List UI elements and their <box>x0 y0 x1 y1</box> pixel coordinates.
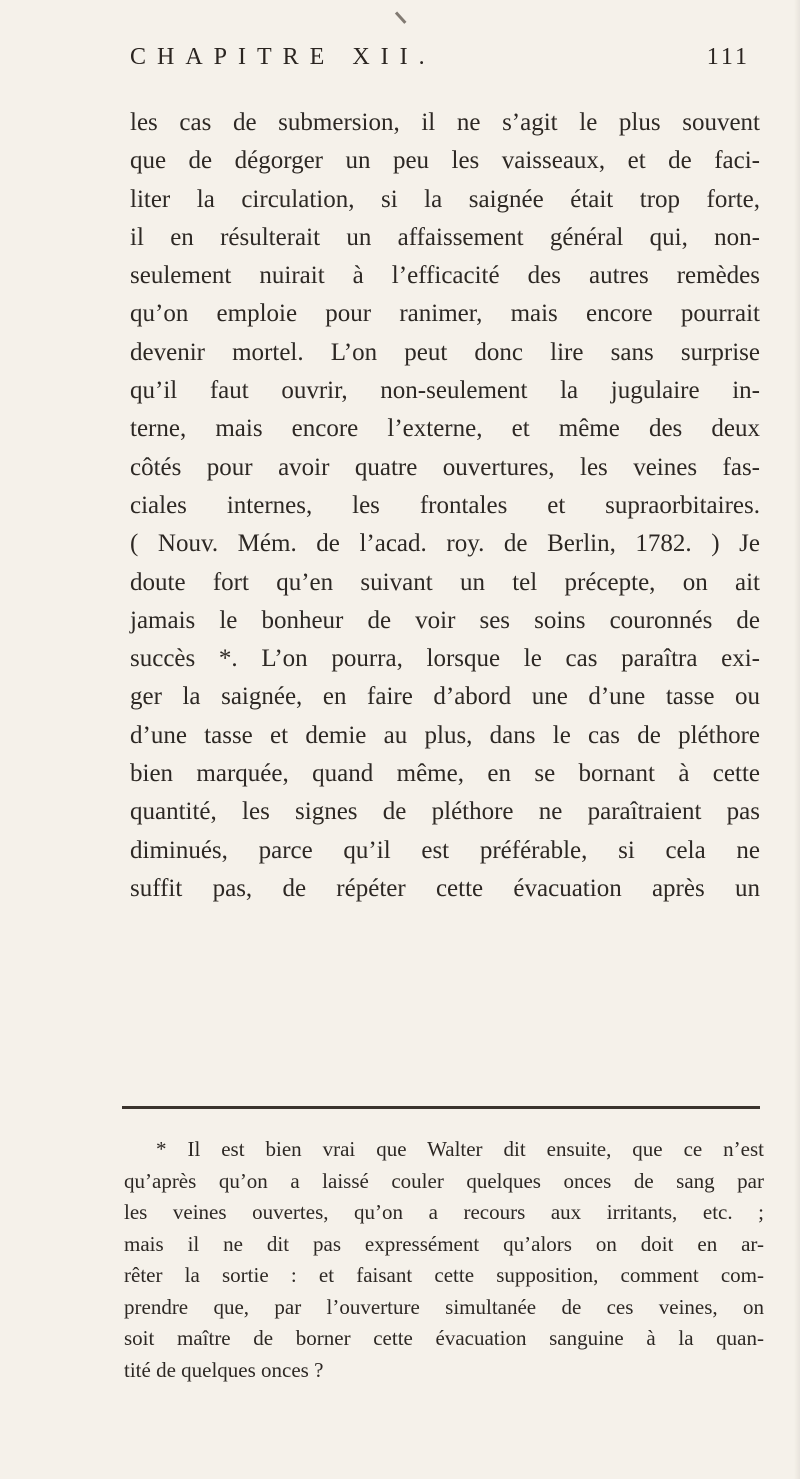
text-line: d’une tasse et demie au plus, dans le cas de pléthore <box>130 721 760 749</box>
footnote-line: rêter la sortie : et faisant cette supposition, comment com- <box>124 1263 764 1287</box>
footnote-line: * Il est bien vrai que Walter dit ensuite, que ce n’est <box>156 1137 764 1161</box>
footnote-line: soit maître de borner cette évacuation sanguine à la quan- <box>124 1326 764 1350</box>
text-line: côtés pour avoir quatre ouvertures, les veines fas- <box>130 453 760 481</box>
text-line: les cas de submersion, il ne s’agit le plus souvent <box>130 109 760 136</box>
main-text <box>130 104 760 908</box>
scan-edge-shadow <box>794 0 800 1479</box>
footnote-line: prendre que, par l’ouverture simultanée de ces veines, on <box>124 1294 764 1319</box>
page-number: 111 <box>706 44 750 70</box>
footnote <box>124 1134 764 1386</box>
text-line: quantité, les signes de pléthore ne paraîtraient pas <box>130 798 760 826</box>
running-header <box>130 44 750 84</box>
footnote-line-last: tité de quelques onces ? <box>124 1357 324 1382</box>
text-line: doute fort qu’en suivant un tel précepte, on ait <box>130 568 760 596</box>
text-line: qu’il faut ouvrir, non-seulement la jugulaire in- <box>130 377 760 405</box>
text-line: jamais le bonheur de voir ses soins couronnés de <box>130 606 760 634</box>
text-line: qu’on emploie pour ranimer, mais encore pourrait <box>130 300 760 328</box>
footnote-line: qu’après qu’on a laissé couler quelques onces de sang par <box>124 1168 764 1193</box>
stray-ink-mark <box>395 11 407 23</box>
footnote-line: les veines ouvertes, qu’on a recours aux irritants, etc. ; <box>124 1200 764 1224</box>
text-line: succès *. L’on pourra, lorsque le cas paraîtra exi- <box>130 645 760 673</box>
text-line: il en résulterait un affaissement général qui, non- <box>130 223 760 251</box>
text-line: diminués, parce qu’il est préférable, si cela ne <box>130 836 760 864</box>
text-line: que de dégorger un peu les vaisseaux, et de faci- <box>130 147 760 175</box>
text-line: seulement nuirait à l’efficacité des autres remèdes <box>130 262 760 290</box>
text-line: bien marquée, quand même, en se bornant à cette <box>130 760 760 788</box>
text-line: suffit pas, de répéter cette évacuation après un <box>130 874 760 902</box>
text-line: ( Nouv. Mém. de l’acad. roy. de Berlin, 1782. ) Je <box>130 530 760 558</box>
chapter-heading: CHAPITRE XII. <box>130 44 436 70</box>
text-line: ger la saignée, en faire d’abord une d’une tasse ou <box>130 683 760 711</box>
footnote-line: mais il ne dit pas expressément qu’alors on doit en ar- <box>124 1231 764 1256</box>
text-line: devenir mortel. L’on peut donc lire sans surprise <box>130 338 760 366</box>
text-line: terne, mais encore l’externe, et même des deux <box>130 415 760 443</box>
footnote-separator <box>122 1106 760 1109</box>
text-line: ciales internes, les frontales et supraorbitaires. <box>130 491 760 519</box>
text-line: liter la circulation, si la saignée était trop forte, <box>130 185 760 213</box>
